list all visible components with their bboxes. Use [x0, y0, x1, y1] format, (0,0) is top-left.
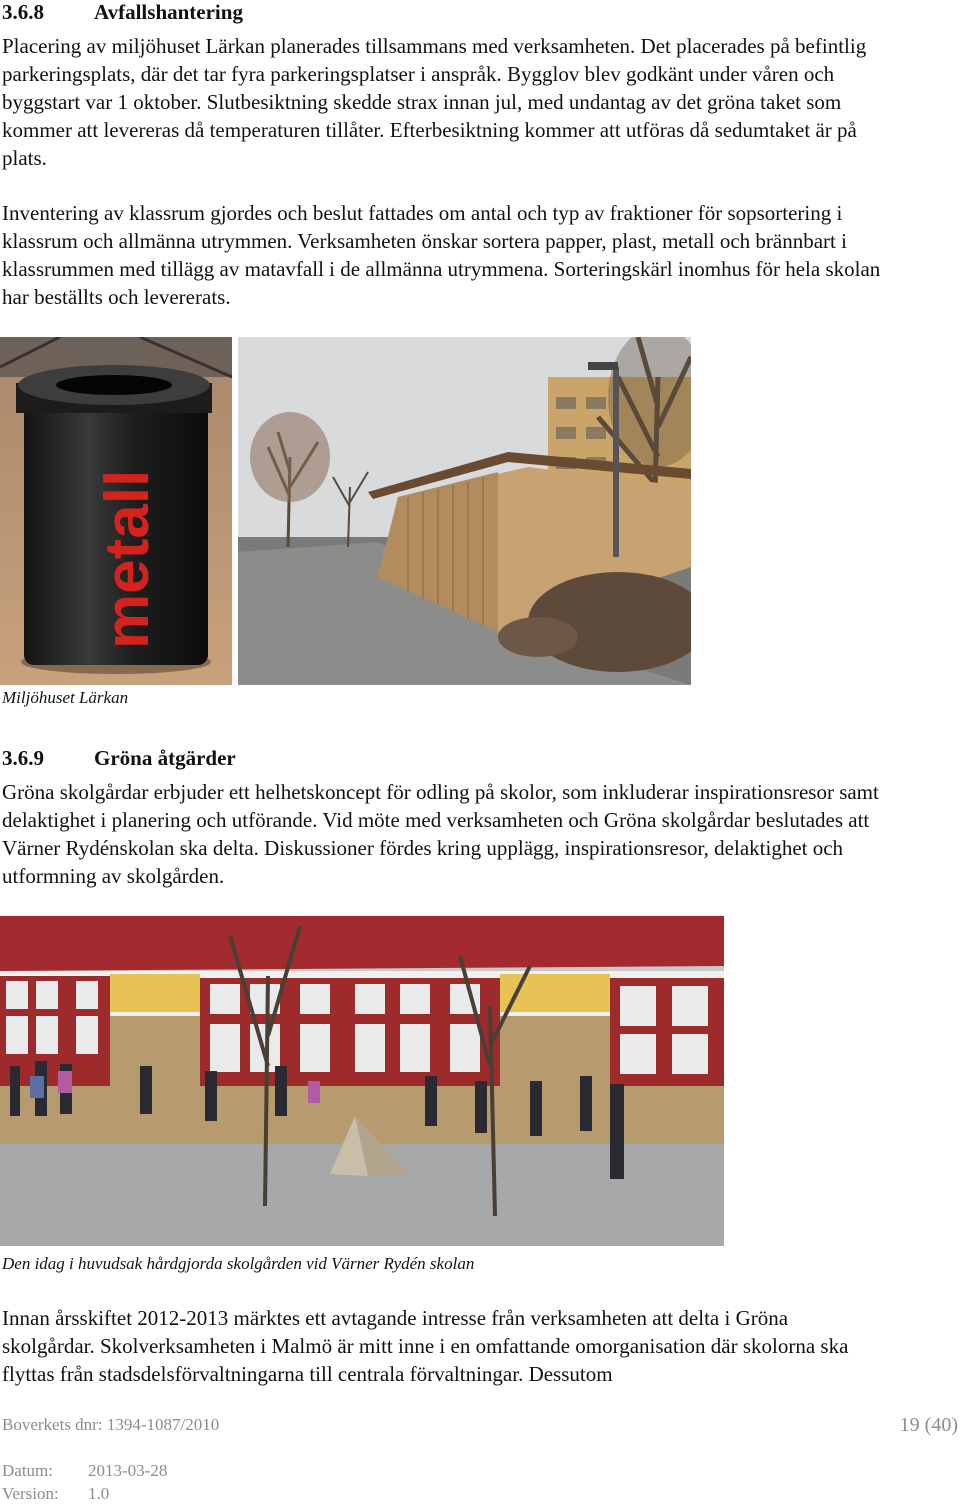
- schoolyard-caption: Den idag i huvudsak hårdgjorda skolgården vid Värner Rydén skolan: [2, 1254, 475, 1273]
- date-label: Datum:: [2, 1461, 53, 1480]
- footer-version-row: [2, 1483, 109, 1505]
- version-value: 1.0: [88, 1484, 110, 1503]
- footer-date-row: [2, 1460, 167, 1482]
- section-number: 3.6.9: [2, 746, 44, 770]
- version-label: Version:: [2, 1484, 59, 1503]
- footer-page-number: 19 (40): [899, 1414, 958, 1436]
- section-number: 3.6.8: [2, 0, 44, 24]
- avfall-paragraph-1: Placering av miljöhuset Lärkan planerades tillsammans med verksamheten. Det placerades på befintlig parkeringsplats, där det tar fyra parkeringsplatser i anspråk. Bygglov blev godkänt under våren och byggstart var 1 oktober. Slutbesiktning skedde strax innan jul, med undantag av det gröna taket som kommer att levereras då temperaturen tillåter. Efterbesiktning kommer att utföras då sedumtaket är på plats.: [2, 34, 867, 170]
- section-title: Gröna åtgärder: [94, 746, 236, 770]
- miljohuset-caption: Miljöhuset Lärkan: [2, 688, 129, 707]
- date-value: 2013-03-28: [88, 1461, 168, 1480]
- footer-reference: Boverkets dnr: 1394-1087/2010: [2, 1415, 220, 1434]
- grona-paragraph-1: Gröna skolgårdar erbjuder ett helhetskoncept för odling på skolor, som inkluderar inspirationsresor samt delaktighet i planering och utförande. Vid möte med verksamheten och Gröna skolgårdar beslutades att Värner Rydénskolan ska delta. Diskussioner fördes kring upplägg, inspirationsresor, delaktighet och utformning av skolgården.: [2, 780, 879, 888]
- avfall-paragraph-2: Inventering av klassrum gjordes och beslut fattades om antal och typ av fraktioner för sopsortering i klassrum och allmänna utrymmen. Verksamheten önskar sortera papper, plast, metall och brännbart i klassrummen med tillägg av matavfall i de allmänna utrymmena. Sorteringskärl inomhus för hela skolan har beställts och levererats.: [2, 201, 881, 309]
- miljohuset-photo: [238, 337, 691, 685]
- grona-paragraph-2: Innan årsskiftet 2012-2013 märktes ett avtagande intresse från verksamheten att delta i Gröna skolgårdar. Skolverksamheten i Malmö är mitt inne i en omfattande omorganisation där skolorna ska flyttas från stadsdelsförvaltningarna till centrala förvaltningar. Dessutom: [2, 1306, 849, 1386]
- section-heading-3-6-8: [2, 0, 243, 24]
- section-title: Avfallshantering: [94, 0, 243, 24]
- schoolyard-photo: [0, 916, 724, 1246]
- bin-label: metall: [93, 469, 162, 649]
- section-heading-3-6-9: [2, 746, 236, 770]
- recycling-bin-photo: [0, 337, 232, 685]
